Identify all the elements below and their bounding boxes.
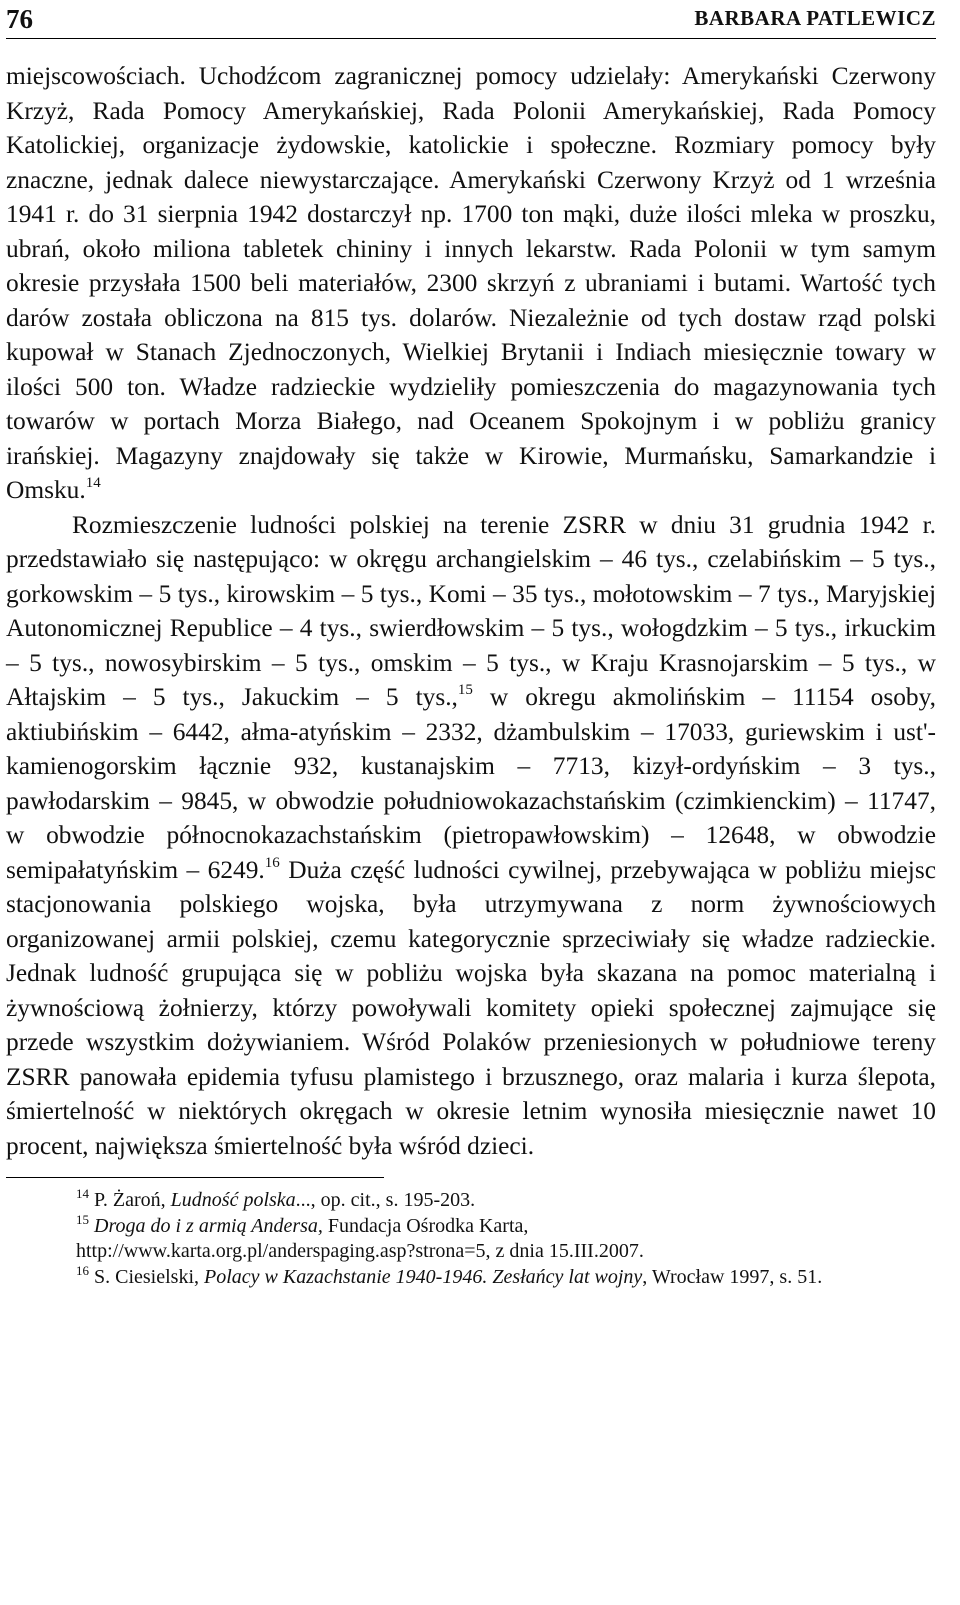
footnote-14-rest: ..., op. cit., s. 195-203. xyxy=(295,1189,476,1211)
footnote-14-title: Ludność polska xyxy=(170,1189,296,1211)
footnote-14 xyxy=(6,1188,936,1214)
page-header xyxy=(6,0,936,39)
footnote-15-url[interactable]: http://www.karta.org.pl/anderspaging.asp?strona=5, z dnia 15.III.2007. xyxy=(76,1240,644,1262)
footnote-15 xyxy=(6,1211,936,1240)
footnote-14-author: P. Żaroń, xyxy=(94,1189,166,1211)
paragraph-1 xyxy=(6,59,936,508)
footnote-16-title: Polacy w Kazachstanie 1940-1946. Zesłańcy lat wojny xyxy=(204,1265,643,1288)
footnote-15-title: Droga do i z armią Andersa, xyxy=(94,1214,323,1237)
footnote-14-number: 14 xyxy=(76,1186,89,1201)
footnote-16 xyxy=(6,1262,936,1291)
paragraph-1-text: miejscowościach. Uchodźcom zagranicznej pomocy udzielały: Amerykański Czerwony Krzyż, Rada Pomocy Amerykańskiej, Rada Polonii Amerykańskiej, Rada Pomocy Katolickiej, organizacje żydowskie, katolickie i społeczne. Rozmiary pomocy były znaczne, jednak dalece niewystarczające. Amerykański Czerwony Krzyż od 1 września 1941 r. do 31 sierpnia 1942 dostarczył np. 1700 ton mąki, duże ilości mleka w proszku, ubrań, około miliona tabletek chininy i innych lekarstw. Rada Polonii w tym samym okresie przysłała 1500 beli materiałów, 2300 skrzyń z ubraniami i butami. Wartość tych darów została obliczona na 815 tys. dolarów. Niezależnie od tych dostaw rząd polski kupował w Stanach Zjednoczonych, Wielkiej Brytanii i Indiach miesięcznie towary w ilości 500 ton. Władze radzieckie wydzieliły pomieszczenia do magazynowania tych towarów w portach Morza Białego, nad Oceanem Spokojnym i w pobliżu granicy irańskiej. Magazyny znajdowały się także w Kirowie, Murmańsku, Samarkandzie i Omsku. xyxy=(6,62,936,504)
document-page xyxy=(6,0,936,1290)
footnote-ref-16[interactable]: 16 xyxy=(264,854,280,871)
footnotes xyxy=(6,1188,936,1290)
footnote-16-rest: , Wrocław 1997, s. 51. xyxy=(642,1265,823,1288)
running-head-author: BARBARA PATLEWICZ xyxy=(694,6,936,30)
footnote-ref-15[interactable]: 15 xyxy=(457,682,473,698)
footnote-15-url-line xyxy=(6,1239,936,1265)
footnote-16-number: 16 xyxy=(76,1262,89,1278)
footnote-ref-14[interactable]: 14 xyxy=(85,475,101,491)
page-number: 76 xyxy=(6,4,33,34)
paragraph-2 xyxy=(6,508,936,1164)
paragraph-2-text-b: w okregu akmolińskim – 11154 osoby, aktiubińskim – 6442, ałma-atyńskim – 2332, dżambulskim – 17033, guriewskim i ust'-kamienogorskim łącznie 932, kustanajskim – 7713, kizył-ordyńskim – 3 tys., pawłodarskim – 9845, w obwodzie południowokazachstańskim (czimkienckim) – 11747, w obwodzie północnokazachstańskim (pietropawłowskim) – 12648, w obwodzie semipałatyńskim – 6249. xyxy=(6,683,937,884)
paragraph-2-text-c: Duża część ludności cywilnej, przebywająca w pobliżu miejsc stacjonowania polskiego wojska, była utrzymywana z norm żywnościowych organizowanej armii polskiej, czemu kategorycznie sprzeciwiały się władze radzieckie. Jednak ludność grupująca się w pobliżu wojska była skazana na pomoc materialną i żywnościową żołnierzy, którzy powoływali komitety opieki społecznej zajmujące się przede wszystkim dożywianiem. Wśród Polaków przeniesionych w południowe tereny ZSRR panowała epidemia tyfusu plamistego i brzusznego, oraz malaria i kurza ślepota, śmiertelność w niektórych okręgach w okresie letnim wynosiła miesięcznie nawet 10 procent, największa śmiertelność była wśród dzieci. xyxy=(6,855,936,1160)
paragraph-2-text-a: Rozmieszczenie ludności polskiej na terenie ZSRR w dniu 31 grudnia 1942 r. przedstawiało się następująco: w okręgu archangielskim – 46 tys., czelabińskim – 5 tys., gorkowskim – 5 tys., kirowskim – 5 tys., Komi – 35 tys., mołotowskim – 7 tys., Maryjskiej Autonomicznej Republice – 4 tys., swierdłowskim – 5 tys., wołogdzkim – 5 tys., irkuckim – 5 tys., nowosybirskim – 5 tys., omskim – 5 tys., w Kraju Krasnojarskim – 5 tys., w Ałtajskim – 5 tys., Jakuckim – 5 tys., xyxy=(6,510,936,711)
footnote-divider xyxy=(6,1177,384,1178)
footnote-16-author: S. Ciesielski, xyxy=(94,1265,200,1288)
footnote-15-number: 15 xyxy=(76,1211,89,1227)
footnote-15-rest: Fundacja Ośrodka Karta, xyxy=(327,1214,529,1237)
body-text xyxy=(6,59,936,1163)
